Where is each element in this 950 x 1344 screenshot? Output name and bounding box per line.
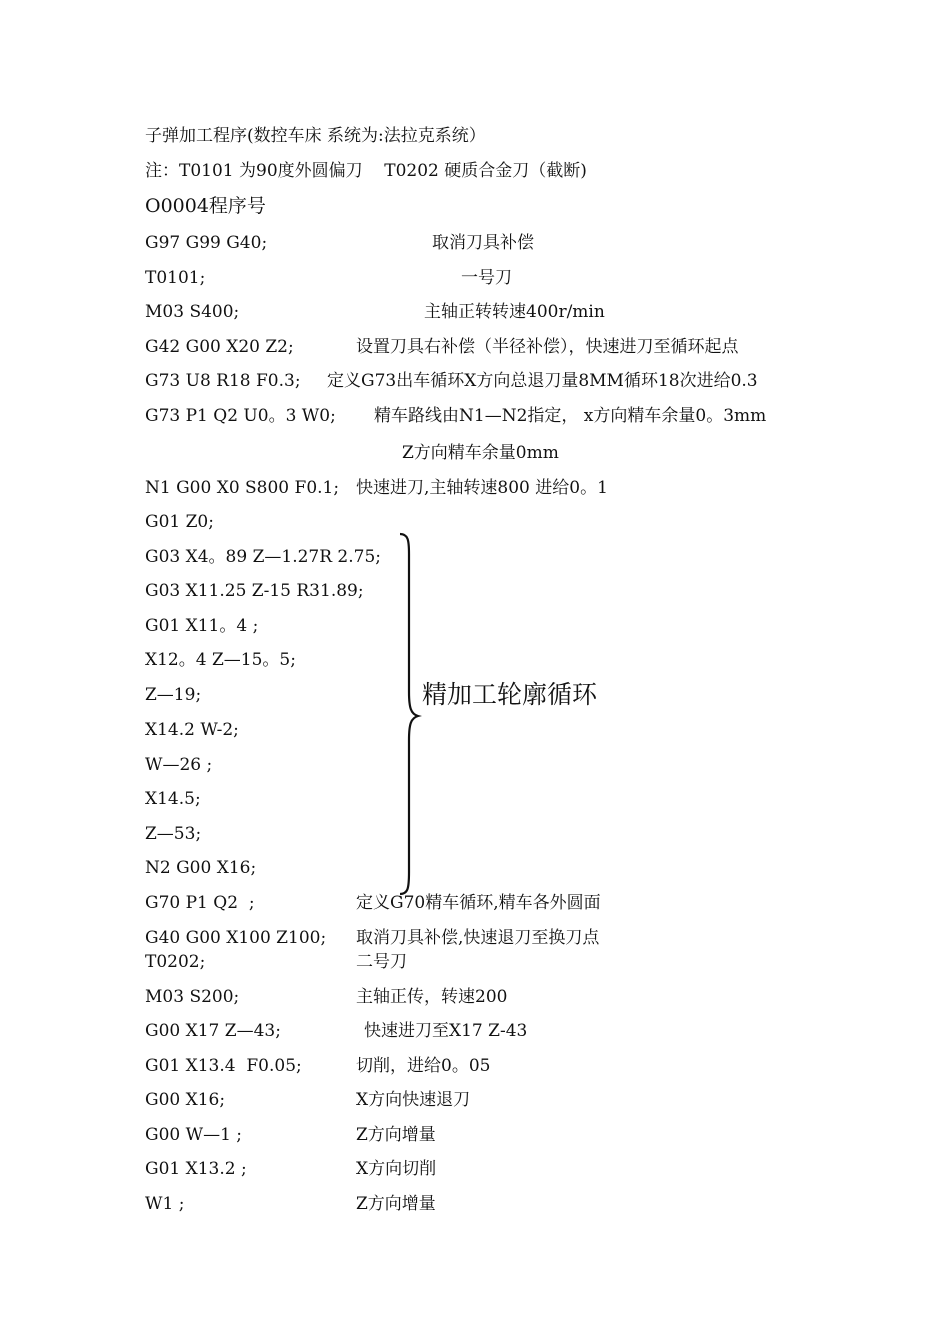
code-comment: 快速进刀至X17 Z-43: [364, 1021, 528, 1041]
code-comment: 定义G73出车循环X方向总退刀量8MM循环18次进给0.3: [327, 371, 758, 391]
code-comment: 切削，进给0。05: [356, 1056, 491, 1076]
brace-label: 精加工轮廓循环: [422, 680, 598, 709]
code-line: G03 X11.25 Z-15 R31.89;: [145, 581, 364, 601]
code-line: G00 X17 Z—43;: [145, 1021, 281, 1041]
code-line: G00 W—1 ;: [145, 1125, 243, 1145]
code-comment: 设置刀具右补偿（半径补偿），快速进刀至循环起点: [356, 337, 739, 357]
program-number: O0004程序号: [145, 195, 266, 217]
code-line: M03 S400;: [145, 302, 240, 322]
code-line: X12。4 Z—15。5;: [145, 650, 296, 670]
curly-brace-icon: [398, 532, 422, 896]
code-line: G01 X13.2 ;: [145, 1159, 247, 1179]
code-line: G40 G00 X100 Z100;: [145, 928, 327, 948]
code-line: T0101;: [145, 268, 206, 288]
code-comment: 主轴正传，转速200: [356, 987, 508, 1007]
code-line: T0202;: [145, 952, 206, 972]
code-comment: 一号刀: [461, 268, 512, 288]
code-comment: Z方向增量: [356, 1194, 436, 1214]
code-line: N2 G00 X16;: [145, 858, 257, 878]
code-comment: 快速进刀,主轴转速800 进给0。1: [356, 478, 608, 498]
code-comment: 定义G70精车循环,精车各外圆面: [356, 893, 601, 913]
code-line: G97 G99 G40;: [145, 233, 268, 253]
code-line: X14.2 W-2;: [145, 720, 239, 740]
code-line: G70 P1 Q2 ;: [145, 893, 255, 913]
code-line: G01 Z0;: [145, 512, 214, 532]
code-line: G03 X4。89 Z—1.27R 2.75;: [145, 547, 382, 567]
code-line: G00 X16;: [145, 1090, 226, 1110]
code-comment: 主轴正转转速400r/min: [424, 302, 605, 322]
code-line: W—26 ;: [145, 755, 213, 775]
code-line: N1 G00 X0 S800 F0.1;: [145, 478, 340, 498]
code-line: G42 G00 X20 Z2;: [145, 337, 294, 357]
code-line: Z—19;: [145, 685, 202, 705]
code-comment: Z方向精车余量0mm: [402, 443, 559, 463]
code-comment: X方向快速退刀: [356, 1090, 471, 1110]
code-comment: Z方向增量: [356, 1125, 436, 1145]
code-comment: X方向切削: [356, 1159, 437, 1179]
code-line: G01 X11。4 ;: [145, 616, 259, 636]
code-line: G73 P1 Q2 U0。3 W0;: [145, 406, 336, 426]
code-line: G73 U8 R18 F0.3;: [145, 371, 301, 391]
code-line: G01 X13.4 F0.05;: [145, 1056, 302, 1076]
code-line: M03 S200;: [145, 987, 240, 1007]
code-line: W1 ;: [145, 1194, 185, 1214]
code-comment: 取消刀具补偿: [432, 233, 534, 253]
code-comment: 二号刀: [356, 952, 407, 972]
code-comment: 精车路线由N1—N2指定， x方向精车余量0。3mm: [374, 406, 767, 426]
tool-note: 注：T0101 为90度外圆偏刀 T0202 硬质合金刀（截断): [145, 161, 587, 181]
document-title: 子弹加工程序(数控车床 系统为:法拉克系统）: [145, 126, 486, 146]
code-line: Z—53;: [145, 824, 202, 844]
code-line: X14.5;: [145, 789, 201, 809]
code-comment: 取消刀具补偿,快速退刀至换刀点: [356, 928, 600, 948]
